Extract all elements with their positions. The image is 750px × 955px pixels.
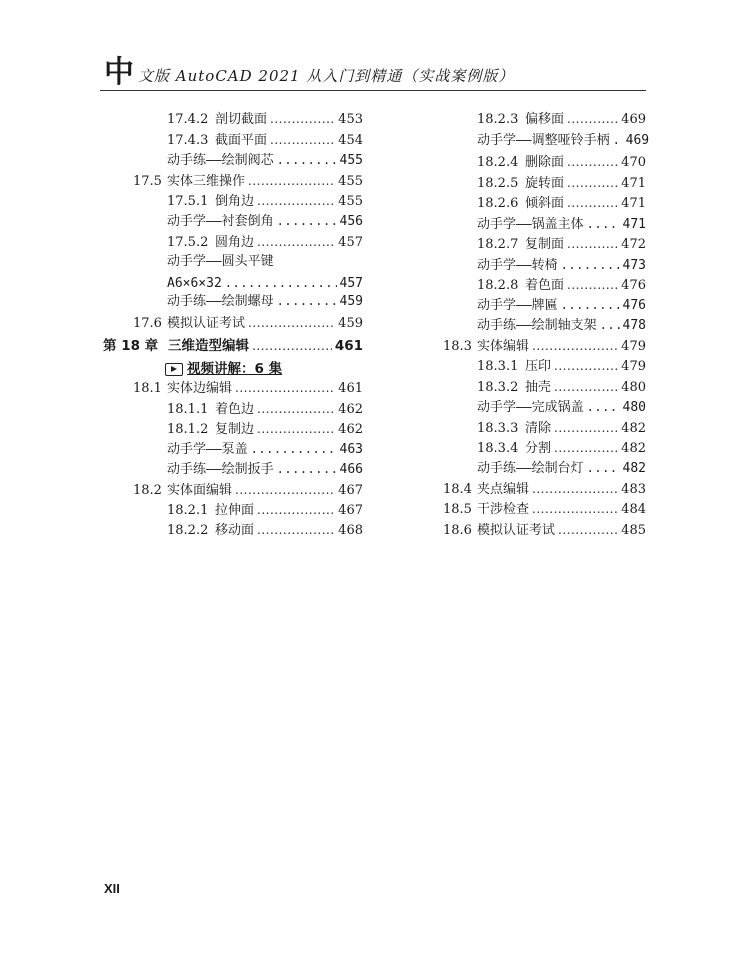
toc-entry <box>443 502 646 517</box>
entry-page-number: 476 <box>621 278 646 293</box>
entry-title: 截面平面 <box>215 133 268 148</box>
toc-entry <box>167 254 274 269</box>
entry-title: 动手练——绘制阀芯 <box>167 153 274 168</box>
leader-dots <box>532 339 618 354</box>
entry-number: 18.5 <box>443 502 472 517</box>
leader-dots <box>252 339 332 354</box>
entry-page-number: 468 <box>338 523 363 538</box>
page-number: XII <box>104 881 120 896</box>
entry-number: 17.6 <box>133 316 162 331</box>
entry-title: 夹点编辑 <box>477 482 530 497</box>
entry-title: 动手学——转椅 <box>477 258 558 273</box>
toc-entry <box>167 442 363 457</box>
toc-entry <box>167 214 363 229</box>
entry-number: 18.6 <box>443 523 472 538</box>
entry-page-number: 482 <box>621 421 646 436</box>
entry-title: 动手练——绘制扳手 <box>167 462 274 477</box>
toc-entry <box>477 217 646 232</box>
leader-dots <box>270 112 335 127</box>
leader-dots <box>257 194 335 209</box>
leader-dots <box>257 422 335 437</box>
entry-page-number: 457 <box>339 276 363 291</box>
leader-dots <box>257 235 335 250</box>
entry-number: 18.2.1 <box>167 503 209 518</box>
entry-page-number: 466 <box>339 462 363 477</box>
entry-number: 18.2 <box>133 483 162 498</box>
entry-number: 18.1 <box>133 381 162 396</box>
entry-title: 动手学——完成锅盖 <box>477 400 584 415</box>
leader-dots <box>587 400 620 415</box>
toc-entry <box>477 380 646 395</box>
entry-title: 偏移面 <box>525 112 565 127</box>
leader-dots <box>567 196 618 211</box>
entry-page-number: 461 <box>334 338 363 354</box>
toc-entry <box>167 112 363 127</box>
entry-title: 复制面 <box>525 237 565 252</box>
leader-dots <box>600 318 620 333</box>
toc-entry <box>477 155 646 170</box>
entry-number: 17.4.3 <box>167 133 209 148</box>
entry-page-number: 467 <box>338 503 363 518</box>
leader-dots <box>270 133 335 148</box>
entry-title: 旋转面 <box>525 176 565 191</box>
entry-title: 清除 <box>525 421 552 436</box>
leader-dots <box>277 462 337 477</box>
entry-title: 动手学——衬套倒角 <box>167 214 274 229</box>
entry-title: 倾斜面 <box>525 196 565 211</box>
entry-page-number: 469 <box>625 133 650 148</box>
entry-page-number: 485 <box>621 523 646 538</box>
toc-entry <box>133 174 363 189</box>
toc-entry <box>167 276 363 291</box>
entry-number: 18.2.6 <box>477 196 519 211</box>
leader-dots <box>251 442 337 457</box>
entry-number: 18.1.1 <box>167 402 209 417</box>
entry-number: 17.5.1 <box>167 194 209 209</box>
entry-page-number: 482 <box>622 461 646 476</box>
toc-entry <box>167 402 363 417</box>
entry-page-number: 469 <box>621 112 646 127</box>
leader-dots <box>561 258 620 273</box>
entry-number: 17.4.2 <box>167 112 209 127</box>
entry-title: 实体边编辑 <box>167 381 233 396</box>
toc-entry <box>167 503 363 518</box>
leader-dots <box>554 421 618 436</box>
entry-title: 着色面 <box>525 278 565 293</box>
entry-number: 18.2.4 <box>477 155 519 170</box>
toc-entry <box>443 482 646 497</box>
entry-page-number: 476 <box>622 298 646 313</box>
leader-dots <box>613 133 623 148</box>
entry-title: 分割 <box>525 441 552 456</box>
entry-page-number: 454 <box>338 133 363 148</box>
leader-dots <box>554 441 618 456</box>
entry-number: 17.5.2 <box>167 235 209 250</box>
entry-number: 18.2.7 <box>477 237 519 252</box>
entry-page-number: 455 <box>338 174 363 189</box>
leader-dots <box>235 483 335 498</box>
entry-page-number: 463 <box>339 442 363 457</box>
toc-entry <box>167 294 363 309</box>
entry-page-number: 462 <box>338 402 363 417</box>
entry-number: 18.3.1 <box>477 359 519 374</box>
toc-entry <box>477 421 646 436</box>
running-header <box>100 56 645 94</box>
leader-dots <box>257 523 335 538</box>
toc-entry <box>477 441 646 456</box>
video-count-note <box>165 361 282 377</box>
video-icon <box>165 363 183 376</box>
entry-page-number: 482 <box>621 441 646 456</box>
toc-entry <box>133 483 363 498</box>
entry-title: 动手学——牌匾 <box>477 298 558 313</box>
toc-entry <box>477 133 650 148</box>
entry-page-number: 462 <box>338 422 363 437</box>
toc-entry <box>477 278 646 293</box>
entry-number: 18.4 <box>443 482 472 497</box>
leader-dots <box>225 276 337 291</box>
entry-title: 剖切截面 <box>215 112 268 127</box>
entry-page-number: 473 <box>622 258 646 273</box>
entry-title: 动手学——锅盖主体 <box>477 217 584 232</box>
toc-entry <box>477 112 646 127</box>
toc-entry <box>477 196 646 211</box>
leader-dots <box>587 217 620 232</box>
entry-title: 模拟认证考试 <box>167 316 246 331</box>
leader-dots <box>567 112 618 127</box>
chapter-heading <box>103 339 363 354</box>
entry-title: A6×6×32 <box>167 276 222 291</box>
toc-entry <box>477 258 646 273</box>
toc-entry <box>477 237 646 252</box>
toc-entry <box>477 176 646 191</box>
entry-page-number: 478 <box>622 318 646 333</box>
entry-title: 动手练——绘制台灯 <box>477 461 584 476</box>
entry-title: 动手学——调整哑铃手柄 <box>477 133 610 148</box>
leader-dots <box>561 298 620 313</box>
leader-dots <box>554 380 618 395</box>
entry-number: 18.3.4 <box>477 441 519 456</box>
toc-entry <box>167 523 363 538</box>
toc-entry <box>477 359 646 374</box>
toc-entry <box>167 422 363 437</box>
leader-dots <box>235 381 335 396</box>
leader-dots <box>567 237 618 252</box>
entry-page-number: 455 <box>338 194 363 209</box>
entry-title: 三维造型编辑 <box>168 338 249 354</box>
entry-page-number: 479 <box>621 359 646 374</box>
leader-dots <box>277 294 337 309</box>
entry-title: 实体编辑 <box>477 339 530 354</box>
entry-number: 18.2.5 <box>477 176 519 191</box>
entry-page-number: 480 <box>622 400 646 415</box>
entry-title: 拉伸面 <box>215 503 255 518</box>
entry-page-number: 471 <box>621 176 646 191</box>
entry-title: 着色边 <box>215 402 255 417</box>
entry-page-number: 459 <box>338 316 363 331</box>
entry-title: 动手练——绘制轴支架 <box>477 318 597 333</box>
toc-entry <box>167 462 363 477</box>
entry-title: 圆角边 <box>215 235 255 250</box>
toc-entry <box>477 461 646 476</box>
entry-title: 动手学——泵盖 <box>167 442 248 457</box>
toc-entry <box>443 339 646 354</box>
leader-dots <box>277 153 337 168</box>
leader-dots <box>248 174 335 189</box>
entry-page-number: 470 <box>621 155 646 170</box>
header-logo-char: 中 <box>104 55 134 90</box>
toc-entry <box>167 194 363 209</box>
entry-page-number: 456 <box>339 214 363 229</box>
toc-entry <box>133 316 363 331</box>
leader-dots <box>532 502 618 517</box>
toc-entry <box>167 153 363 168</box>
entry-title: 动手学——圆头平键 <box>167 254 274 269</box>
leader-dots <box>554 359 618 374</box>
entry-number: 18.3.3 <box>477 421 519 436</box>
leader-dots <box>248 316 335 331</box>
entry-title: 动手练——绘制螺母 <box>167 294 274 309</box>
header-title: 文版 AutoCAD 2021 从入门到精通（实战案例版） <box>138 67 515 85</box>
entry-page-number: 471 <box>621 196 646 211</box>
entry-number: 17.5 <box>133 174 162 189</box>
leader-dots <box>567 278 618 293</box>
leader-dots <box>558 523 618 538</box>
entry-page-number: 472 <box>621 237 646 252</box>
leader-dots <box>257 402 335 417</box>
entry-title: 模拟认证考试 <box>477 523 556 538</box>
leader-dots <box>567 176 618 191</box>
entry-number: 18.2.8 <box>477 278 519 293</box>
entry-title: 抽壳 <box>525 380 552 395</box>
leader-dots <box>257 503 335 518</box>
toc-entry <box>133 381 363 396</box>
toc-entry <box>443 523 646 538</box>
entry-page-number: 479 <box>621 339 646 354</box>
entry-title: 移动面 <box>215 523 255 538</box>
entry-page-number: 457 <box>338 235 363 250</box>
entry-title: 实体面编辑 <box>167 483 233 498</box>
entry-title: 倒角边 <box>215 194 255 209</box>
leader-dots <box>277 214 337 229</box>
entry-page-number: 467 <box>338 483 363 498</box>
entry-page-number: 480 <box>621 380 646 395</box>
entry-page-number: 484 <box>621 502 646 517</box>
leader-dots <box>532 482 618 497</box>
entry-number: 18.3 <box>443 339 472 354</box>
toc-entry <box>477 400 646 415</box>
entry-title: 实体三维操作 <box>167 174 246 189</box>
entry-page-number: 483 <box>621 482 646 497</box>
entry-number: 18.2.2 <box>167 523 209 538</box>
entry-title: 复制边 <box>215 422 255 437</box>
entry-number: 18.3.2 <box>477 380 519 395</box>
entry-number: 第 18 章 <box>103 338 159 354</box>
toc-entry <box>167 133 363 148</box>
entry-title: 删除面 <box>525 155 565 170</box>
video-count-text: 视频讲解：6 集 <box>187 361 283 377</box>
leader-dots <box>587 461 620 476</box>
toc-entry <box>167 235 363 250</box>
entry-page-number: 461 <box>338 381 363 396</box>
entry-title: 干涉检查 <box>477 502 530 517</box>
entry-title: 压印 <box>525 359 552 374</box>
entry-page-number: 471 <box>622 217 646 232</box>
entry-page-number: 453 <box>338 112 363 127</box>
entry-page-number: 459 <box>339 294 363 309</box>
entry-page-number: 455 <box>339 153 363 168</box>
toc-entry <box>477 318 646 333</box>
entry-number: 18.2.3 <box>477 112 519 127</box>
toc-entry <box>477 298 646 313</box>
leader-dots <box>567 155 618 170</box>
header-rule <box>100 90 646 91</box>
entry-number: 18.1.2 <box>167 422 209 437</box>
